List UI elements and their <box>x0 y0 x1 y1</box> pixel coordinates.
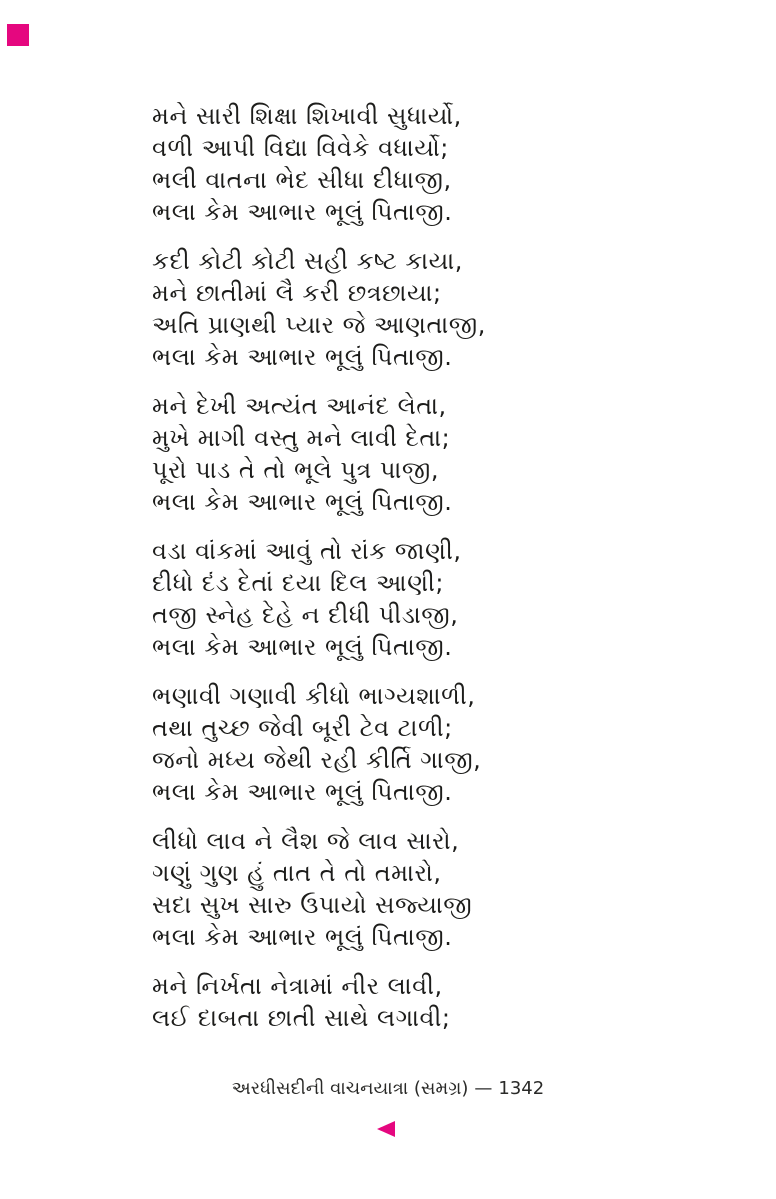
poem <box>152 100 486 1051</box>
poem-line: વડા વાંકમાં આવું તો રાંક જાણી, <box>152 537 462 565</box>
poem-line: ભલા કેમ આભાર ભૂલું પિતાજી. <box>152 343 453 371</box>
poem-line: તથા તુચ્છ જેવી બૂરી ટેવ ટાળી; <box>152 714 453 742</box>
poem-line: સદા સુખ સારુ ઉપાયો સજ્યાજી <box>152 891 473 919</box>
poem-stanza-1 <box>152 100 486 228</box>
poem-line: અતિ પ્રાણથી પ્યાર જે આણતાજી, <box>152 311 486 339</box>
poem-line: ભલા કેમ આભાર ભૂલું પિતાજી. <box>152 198 453 226</box>
previous-page-icon[interactable] <box>377 1121 395 1137</box>
poem-line: ભલા કેમ આભાર ભૂલું પિતાજી. <box>152 778 453 806</box>
corner-square-marker-icon <box>7 24 29 46</box>
poem-stanza-2 <box>152 245 486 373</box>
poem-line: ભલા કેમ આભાર ભૂલું પિતાજી. <box>152 633 453 661</box>
poem-stanza-5 <box>152 680 486 808</box>
poem-line: મને સારી શિક્ષા શિખાવી સુધાર્યો, <box>152 102 462 130</box>
poem-line: મને છાતીમાં લૈ કરી છત્રછાયા; <box>152 279 442 307</box>
poem-line: ભલા કેમ આભાર ભૂલું પિતાજી. <box>152 488 453 516</box>
poem-stanza-4 <box>152 535 486 663</box>
poem-line: તજી સ્નેહ દેહે ન દીધી પીડાજી, <box>152 601 459 629</box>
page-number: 1342 <box>498 1078 545 1099</box>
poem-line: ભલા કેમ આભાર ભૂલું પિતાજી. <box>152 923 453 951</box>
book-title: અરધીસદીની વાચનયાત્રા (સમગ્ર) <box>231 1078 469 1099</box>
poem-line: મને દેખી અત્યંત આનંદ લેતા, <box>152 392 447 420</box>
poem-line: લઈ દાબતા છાતી સાથે લગાવી; <box>152 1004 451 1032</box>
poem-line: પૂરો પાડ તે તો ભૂલે પુત્ર પાજી, <box>152 456 439 484</box>
poem-line: વળી આપી વિદ્યા વિવેકે વધાર્યો; <box>152 134 449 162</box>
poem-line: મુખે માગી વસ્તુ મને લાવી દેતા; <box>152 424 451 452</box>
poem-stanza-7 <box>152 970 486 1034</box>
poem-line: કદી કોટી કોટી સહી કષ્ટ કાયા, <box>152 247 463 275</box>
footer-caption <box>0 1078 776 1100</box>
poem-line: ભલી વાતના ભેદ સીધા દીધાજી, <box>152 166 452 194</box>
poem-line: જનો મધ્ય જેથી રહી કીર્તિ ગાજી, <box>152 746 482 774</box>
dash-separator: — <box>474 1078 493 1099</box>
poem-stanza-6 <box>152 825 486 953</box>
poem-line: ભણાવી ગણાવી કીધો ભાગ્યશાળી, <box>152 682 476 710</box>
poem-line: મને નિર્ખતા નેત્રામાં નીર લાવી, <box>152 972 443 1000</box>
poem-stanza-3 <box>152 390 486 518</box>
poem-line: ગણું ગુણ હું તાત તે તો તમારો, <box>152 859 442 887</box>
poem-line: લીધો લાવ ને લૈશ જે લાવ સારો, <box>152 827 460 855</box>
poem-line: દીધો દંડ દેતાં દયા દિલ આણી; <box>152 569 444 597</box>
